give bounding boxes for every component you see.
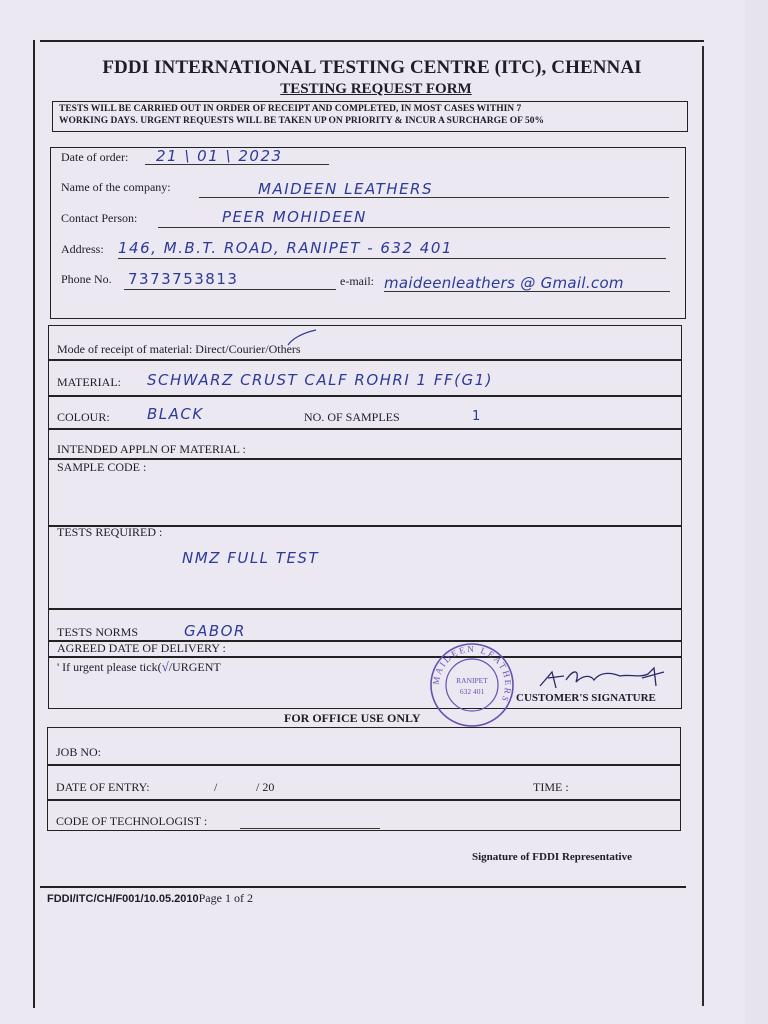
notice-line-1: TESTS WILL BE CARRIED OUT IN ORDER OF RECEIPT AND COMPLETED, IN MOST CASES WITHIN 7 <box>59 104 522 114</box>
date-of-entry-label: DATE OF ENTRY: <box>56 780 150 794</box>
phone-value[interactable]: 7373753813 <box>128 270 239 288</box>
footer-page-number: Page 1 of 2 <box>198 891 253 905</box>
contact-person-value[interactable]: PEER MOHIDEEN <box>222 208 367 226</box>
address-line <box>118 258 666 259</box>
form-title: FDDI INTERNATIONAL TESTING CENTRE (ITC), CHENNAI <box>102 57 642 78</box>
email-label: e-mail: <box>340 274 374 288</box>
address-label: Address: <box>61 242 104 256</box>
courier-tick-mark <box>282 327 322 351</box>
material-row-divider <box>49 395 681 397</box>
form-top-border <box>40 40 704 42</box>
stamp-inner-line-2: 632 401 <box>459 687 485 696</box>
fddi-representative-signature-label: Signature of FDDI Representative <box>472 851 632 863</box>
company-name-label: Name of the company: <box>61 180 171 194</box>
delivery-date-label: AGREED DATE OF DELIVERY : <box>57 641 226 655</box>
date-of-entry-slash-1: / <box>214 780 218 794</box>
urgent-tick[interactable]: √ <box>161 659 169 674</box>
form-right-border <box>702 46 704 1006</box>
mode-of-receipt-label: Mode of receipt of material: Direct/Courier/Others <box>57 342 301 356</box>
office-use-heading: FOR OFFICE USE ONLY <box>284 711 421 725</box>
entry-row-divider <box>48 799 680 801</box>
job-row-divider <box>48 764 680 766</box>
urgent-label-suffix: /URGENT <box>168 660 221 674</box>
samples-value[interactable]: 1 <box>472 409 482 424</box>
company-name-value[interactable]: MAIDEEN LEATHERS <box>258 180 433 198</box>
stamp-ring-text: MAIDEEN LEATHERS <box>430 643 514 705</box>
form-left-border <box>33 40 35 1008</box>
colour-row-divider <box>49 428 681 430</box>
notice-box <box>52 101 688 132</box>
technologist-code-label: CODE OF TECHNOLOGIST : <box>56 814 208 828</box>
customer-signature-label: CUSTOMER'S SIGNATURE <box>516 692 656 704</box>
job-no-label: JOB NO: <box>56 745 102 759</box>
tests-required-value[interactable]: NMZ FULL TEST <box>182 549 320 567</box>
customer-details-box <box>50 147 686 319</box>
tests-required-divider <box>49 608 681 610</box>
material-label: MATERIAL: <box>57 375 121 389</box>
mode-row-divider <box>49 359 681 361</box>
company-stamp <box>428 641 516 729</box>
colour-value[interactable]: BLACK <box>147 405 204 423</box>
footer-rule <box>40 886 686 888</box>
footer <box>47 891 253 906</box>
notice-line-2: WORKING DAYS. URGENT REQUESTS WILL BE TAKEN UP ON PRIORITY & INCUR A SURCHARGE OF 50% <box>59 116 544 126</box>
phone-line <box>124 289 336 290</box>
phone-label: Phone No. <box>61 272 112 286</box>
date-of-entry-slash-2: / 20 <box>256 780 275 794</box>
tests-norms-value[interactable]: GABOR <box>184 622 246 640</box>
footer-form-code: FDDI/ITC/CH/F001/10.05.2010 <box>47 893 199 905</box>
colour-label: COLOUR: <box>57 410 110 424</box>
date-of-order-label: Date of order: <box>61 150 129 164</box>
contact-person-label: Contact Person: <box>61 211 138 225</box>
stamp-inner-line-1: RANIPET <box>456 676 488 685</box>
form-subtitle: TESTING REQUEST FORM <box>280 81 472 97</box>
technologist-code-line <box>240 828 380 829</box>
address-value[interactable]: 146, M.B.T. ROAD, RANIPET - 632 401 <box>118 239 453 257</box>
urgent-label-prefix: ' If urgent please tick( <box>57 660 162 674</box>
intended-appln-label: INTENDED APPLN OF MATERIAL : <box>57 442 246 456</box>
urgent-label <box>57 659 221 675</box>
sample-code-label: SAMPLE CODE : <box>57 460 147 474</box>
material-value[interactable]: SCHWARZ CRUST CALF ROHRI 1 FF(G1) <box>147 371 493 389</box>
samples-label: NO. OF SAMPLES <box>304 410 400 424</box>
email-value[interactable]: maideenleathers @ Gmail.com <box>384 274 624 292</box>
time-label: TIME : <box>533 780 569 794</box>
tests-norms-label: TESTS NORMS <box>57 625 139 639</box>
date-of-order-value[interactable]: 21 \ 01 \ 2023 <box>156 147 283 165</box>
contact-person-line <box>158 227 670 228</box>
tests-required-label: TESTS REQUIRED : <box>57 525 163 539</box>
